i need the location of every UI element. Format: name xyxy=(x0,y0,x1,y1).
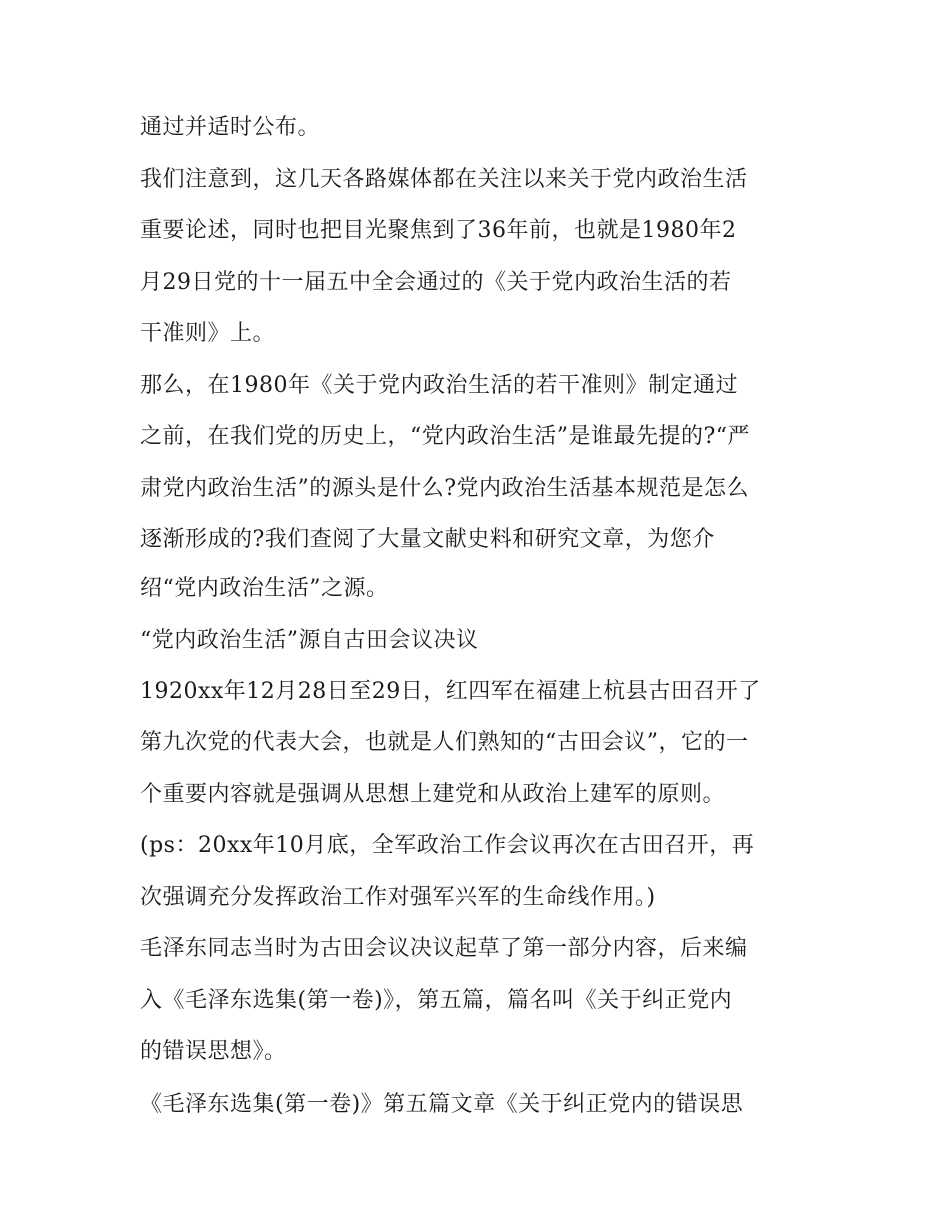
text-line: 1920xx年12月28日至29日，红四军在福建上杭县古田召开了 xyxy=(140,679,761,704)
text-line: 次强调充分发挥政治工作对强军兴军的生命线作用。) xyxy=(140,885,656,910)
text-line: 我们注意到，这几天各路媒体都在关注以来关于党内政治生活 xyxy=(140,167,748,192)
text-line: 的错误思想》。 xyxy=(140,1039,287,1064)
text-line: 毛泽东同志当时为古田会议决议起草了第一部分内容，后来编 xyxy=(140,936,748,961)
text-line: 《毛泽东选集(第一卷)》第五篇文章《关于纠正党内的错误思 xyxy=(140,1092,744,1117)
text-line: 通过并适时公布。 xyxy=(140,115,321,140)
text-line: 之前，在我们党的历史上，“党内政治生活”是谁最先提的?“严 xyxy=(140,424,751,449)
text-line: 绍“党内政治生活”之源。 xyxy=(140,576,389,601)
text-line: (ps：20xx年10月底，全军政治工作会议再次在古田召开，再 xyxy=(140,833,755,858)
text-line: 个重要内容就是强调从思想上建党和从政治上建军的原则。 xyxy=(140,782,726,807)
text-line: 逐渐形成的?我们查阅了大量文献史料和研究文章，为您介 xyxy=(140,527,715,552)
text-line: 重要论述，同时也把目光聚焦到了36年前，也就是1980年2 xyxy=(140,218,737,243)
text-line: 第九次党的代表大会，也就是人们熟知的“古田会议”，它的一 xyxy=(140,730,749,755)
section-heading: “党内政治生活”源自古田会议决议 xyxy=(140,628,479,653)
text-line: 肃党内政治生活”的源头是什么?党内政治生活基本规范是怎么 xyxy=(140,476,750,501)
text-line: 那么，在1980年《关于党内政治生活的若干准则》制定通过 xyxy=(140,373,738,398)
text-line: 入《毛泽东选集(第一卷)》，第五篇，篇名叫《关于纠正党内 xyxy=(140,988,733,1013)
text-line: 月29日党的十一届五中全会通过的《关于党内政治生活的若 xyxy=(140,270,732,295)
text-line: 干准则》上。 xyxy=(140,321,276,346)
